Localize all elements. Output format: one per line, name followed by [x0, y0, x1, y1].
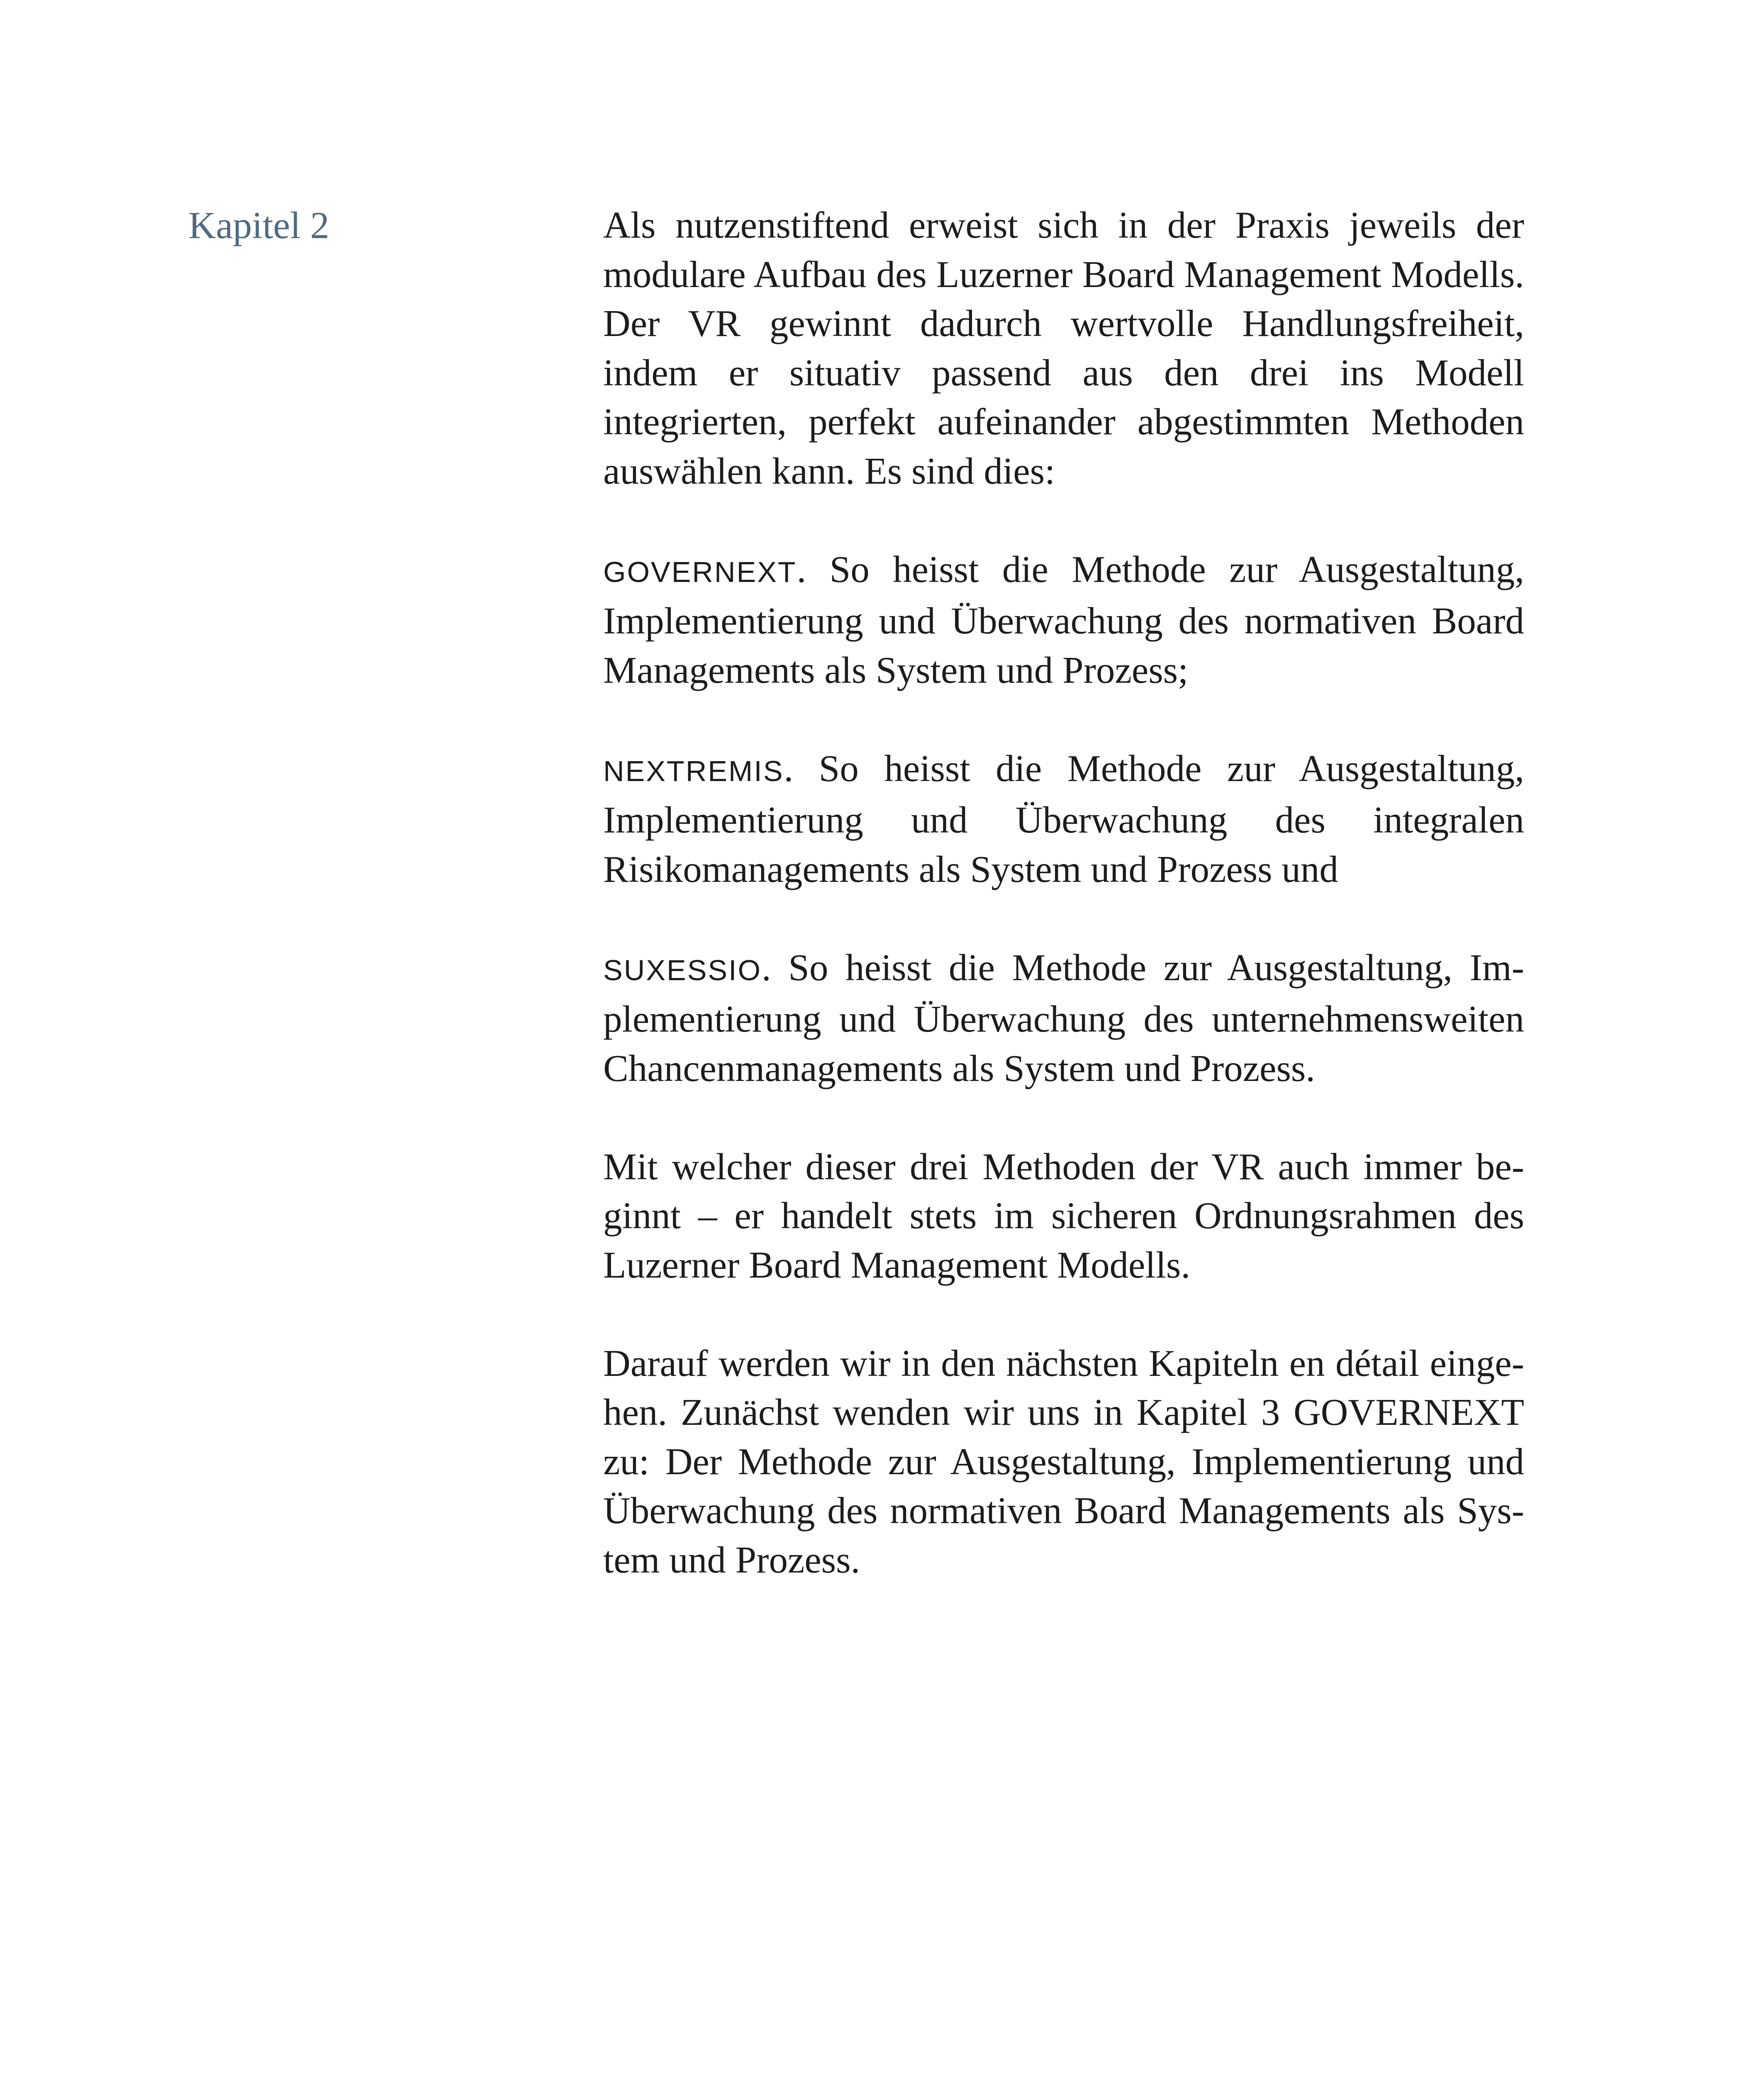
method-paragraph-suxessio — [603, 943, 1524, 1093]
method-description-governext: . So heisst die Methode zur Ausgestaltung, Implementierung und Überwachung des normativen Board Managements als System und Prozess; — [603, 548, 1524, 691]
closing-paragraph-1: Mit welcher dieser drei Methoden der VR auch immer beginnt – er handelt stets im sicheren Ordnungsrahmen des Luzerner Board Management Modells. — [603, 1145, 1524, 1286]
method-paragraph-governext — [603, 545, 1524, 695]
method-name-governext: GOVERNEXT — [603, 555, 797, 588]
intro-paragraph: Als nutzenstiftend erweist sich in der Praxis jeweils der modulare Aufbau des Luzerner Board Management Modells. Der VR gewinnt dadurch wertvolle Handlungsfreiheit, indem er situativ passend aus den drei ins Modell integrierten, perfekt aufeinander abgestimmten Methoden auswählen kann. Es sind dies: — [603, 204, 1524, 492]
method-name-suxessio: SUXESSIO — [603, 954, 762, 986]
method-name-nextremis: NEXTREMIS — [603, 755, 784, 787]
method-description-suxessio: . So heisst die Methode zur Ausgestaltung, Implementierung und Überwachung des unternehmensweiten Chancenmanagements als System und Prozess. — [603, 946, 1524, 1089]
chapter-label: Kapitel 2 — [188, 204, 329, 246]
closing-paragraph-2: Darauf werden wir in den nächsten Kapiteln en détail eingehen. Zunächst wenden wir uns in Kapitel 3 GOVERNEXT zu: Der Methode zur Ausgestaltung, Implementierung und Überwachung des normativen Board Managements als System und Prozess. — [603, 1342, 1524, 1581]
body-text — [603, 201, 1524, 1585]
method-description-nextremis: . So heisst die Methode zur Ausgestaltung, Implementierung und Überwachung des integralen Risikomanagements als System und Prozess und — [603, 747, 1524, 890]
method-paragraph-nextremis — [603, 744, 1524, 894]
